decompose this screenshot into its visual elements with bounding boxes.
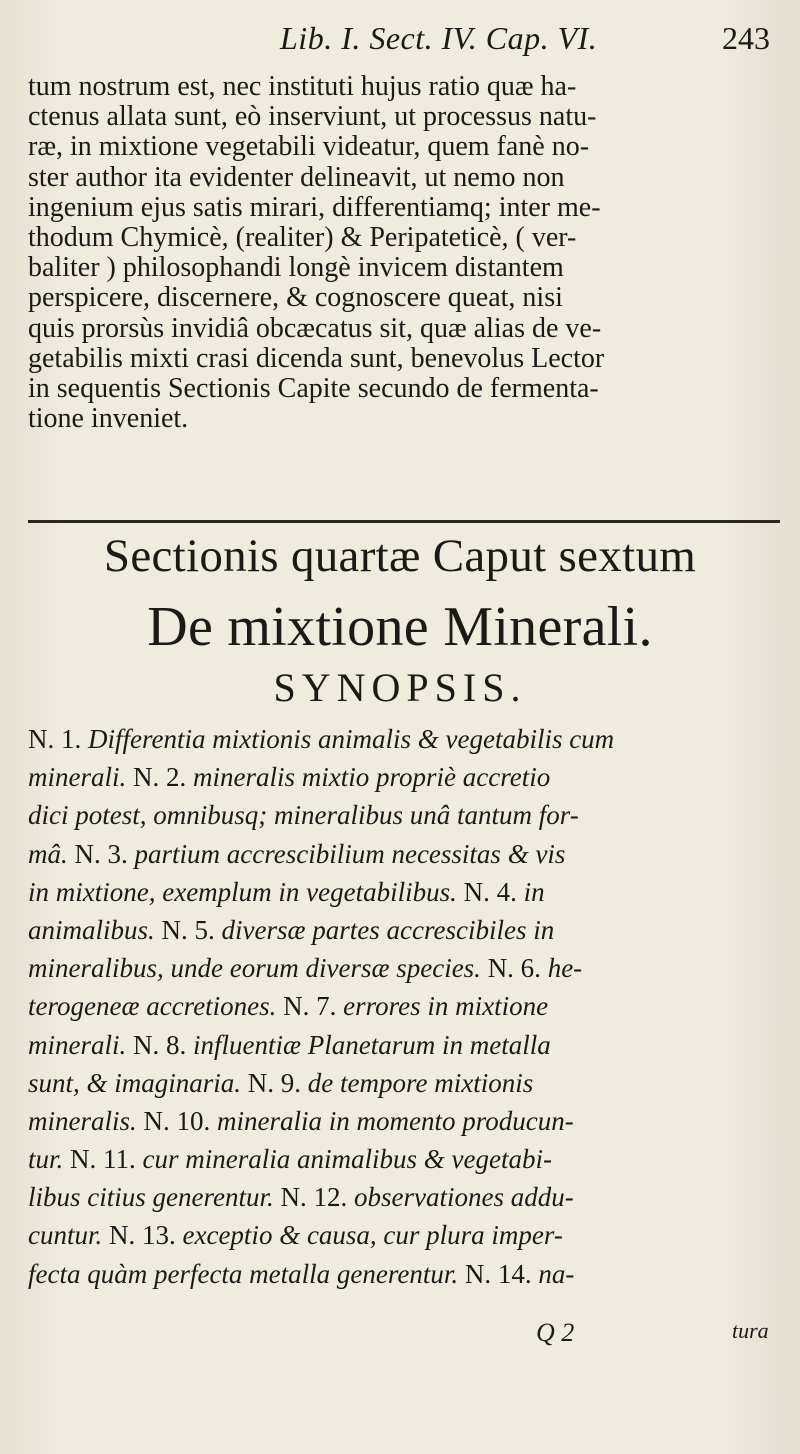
synopsis-text: terogeneæ accretiones. — [28, 991, 284, 1022]
synopsis-line — [28, 949, 788, 987]
synopsis-text: animalibus. — [28, 914, 162, 945]
page-number: 243 — [722, 20, 770, 56]
body-line: thodum Chymicè, (realiter) & Peripateticè, ( ver- — [28, 221, 577, 253]
synopsis-number: N. 13. — [109, 1220, 183, 1251]
body-line: in sequentis Sectionis Capite secundo de fermenta- — [28, 372, 599, 404]
synopsis-line — [28, 1064, 788, 1102]
synopsis-line — [28, 911, 788, 949]
synopsis-line — [28, 835, 788, 873]
synopsis-text: he- — [547, 953, 583, 984]
synopsis-text: errores in mixtione — [343, 991, 549, 1022]
synopsis-list — [28, 720, 788, 1293]
horizontal-rule — [28, 520, 780, 523]
body-paragraph — [28, 72, 788, 434]
chapter-title: De mixtione Minerali. — [147, 596, 653, 658]
body-line: baliter ) philosophandi longè invicem distantem — [28, 252, 564, 284]
body-line: ster author ita evidenter delineavit, ut nemo non — [28, 161, 565, 193]
signature-mark: Q 2 — [536, 1318, 575, 1347]
synopsis-text: in mixtione, exemplum in vegetabilibus. — [28, 876, 464, 907]
synopsis-heading: SYNOPSIS. — [273, 665, 527, 710]
synopsis-number: N. 5. — [161, 914, 222, 945]
body-line: tione inveniet. — [28, 403, 189, 435]
synopsis-line — [28, 720, 788, 758]
synopsis-text: cur mineralia animalibus & vegetabi- — [142, 1144, 552, 1175]
running-head-title: Lib. I. Sect. IV. Cap. VI. — [280, 20, 598, 56]
synopsis-text: mineralis mixtio propriè accretio — [193, 762, 551, 793]
synopsis-text: sunt, & imaginaria. — [28, 1067, 248, 1098]
body-line: perspicere, discernere, & cognoscere queat, nisi — [28, 282, 563, 314]
synopsis-text: minerali. — [28, 1029, 133, 1060]
synopsis-number: N. 12. — [280, 1182, 354, 1213]
body-line: ingenium ejus satis mirari, differentiamq; inter me- — [28, 191, 601, 223]
running-head — [0, 8, 800, 68]
synopsis-number: N. 7. — [283, 991, 344, 1022]
synopsis-text: mineralia in momento producun- — [217, 1105, 574, 1136]
synopsis-line — [28, 1026, 788, 1064]
body-line: quis prorsùs invidiâ obcæcatus sit, quæ alias de ve- — [28, 312, 602, 344]
synopsis-text: in — [523, 876, 545, 907]
synopsis-number: N. 10. — [143, 1105, 218, 1136]
synopsis-line — [28, 1255, 788, 1293]
section-title: Sectionis quartæ Caput sextum — [103, 530, 697, 582]
synopsis-text: cuntur. — [28, 1220, 109, 1251]
synopsis-line — [28, 987, 788, 1025]
synopsis-text: dici potest, omnibusq; mineralibus unâ tantum for- — [28, 800, 579, 831]
synopsis-number: N. 14. — [464, 1258, 539, 1289]
synopsis-text: influentiæ Planetarum in metalla — [193, 1029, 551, 1060]
body-line: ræ, in mixtione vegetabili videatur, quem fanè no- — [28, 131, 590, 163]
synopsis-line — [28, 1140, 788, 1178]
synopsis-text: diversæ partes accrescibiles in — [221, 914, 555, 945]
body-line: getabilis mixti crasi dicenda sunt, benevolus Lector — [28, 342, 605, 374]
synopsis-text: na- — [538, 1258, 575, 1289]
synopsis-number: N. 4. — [463, 876, 524, 907]
synopsis-number: N. 9. — [247, 1067, 308, 1098]
synopsis-text: exceptio & causa, cur plura imper- — [182, 1220, 563, 1251]
synopsis-number: N. 8. — [133, 1029, 193, 1060]
catchword: tura — [732, 1318, 769, 1343]
synopsis-number: N. 6. — [487, 953, 548, 984]
synopsis-number: N. 1. — [28, 724, 88, 754]
synopsis-text: libus citius generentur. — [28, 1182, 281, 1213]
synopsis-line — [28, 873, 788, 911]
synopsis-text: partium accrescibilium necessitas & vis — [134, 838, 566, 869]
synopsis-text: tur. — [28, 1144, 71, 1175]
synopsis-text: mâ. — [28, 838, 75, 869]
synopsis-line — [28, 1216, 788, 1254]
synopsis-number: N. 2. — [133, 762, 193, 793]
synopsis-line — [28, 758, 788, 796]
synopsis-text: fecta quàm perfecta metalla generentur. — [28, 1258, 465, 1289]
synopsis-text: minerali. — [28, 762, 133, 793]
synopsis-text: Differentia mixtionis animalis & vegetabilis cum — [88, 724, 615, 754]
synopsis-number: N. 3. — [74, 838, 135, 869]
synopsis-text: mineralis. — [28, 1105, 144, 1136]
synopsis-number: N. 11. — [70, 1144, 143, 1175]
synopsis-line — [28, 796, 788, 834]
synopsis-text: mineralibus, unde eorum diversæ species. — [28, 953, 488, 984]
body-line: tum nostrum est, nec instituti hujus ratio quæ ha- — [28, 71, 577, 102]
synopsis-line — [28, 1178, 788, 1216]
synopsis-text: observationes addu- — [353, 1182, 574, 1213]
body-line: ctenus allata sunt, eò inserviunt, ut processus natu- — [28, 101, 597, 133]
synopsis-line — [28, 1102, 788, 1140]
synopsis-text: de tempore mixtionis — [307, 1067, 534, 1098]
